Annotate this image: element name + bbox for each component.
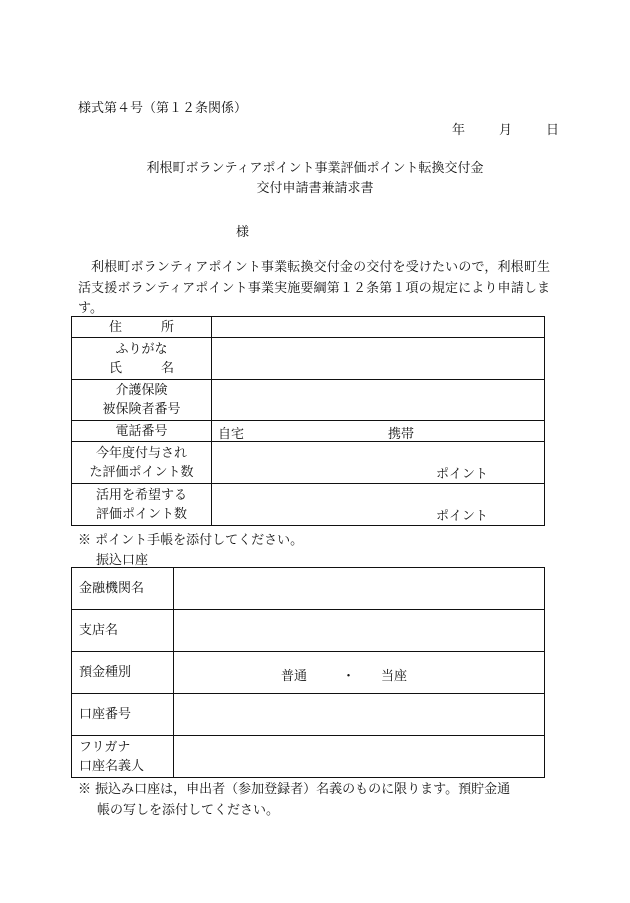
deposit-type-current[interactable]: 当座 xyxy=(381,669,408,684)
document-title xyxy=(0,159,630,199)
granted-point-unit: ポイント xyxy=(435,467,488,482)
desired-point-unit: ポイント xyxy=(435,509,488,524)
date-year: 年 xyxy=(452,123,466,138)
row-branch xyxy=(72,610,545,652)
date-day: 日 xyxy=(546,123,560,138)
phone-home-label: 自宅 xyxy=(218,427,245,442)
note-bank-line-2: 帳の写しを添付してください。 xyxy=(97,803,280,818)
row-address xyxy=(72,317,545,338)
bank-account-table xyxy=(71,567,545,778)
row-institution xyxy=(72,568,545,610)
account-number-label: 口座番号 xyxy=(72,694,174,736)
row-account-holder xyxy=(72,736,545,778)
institution-field[interactable] xyxy=(174,568,545,610)
desired-label-line-2: 評価ポイント数 xyxy=(95,506,187,522)
date-line xyxy=(452,119,559,138)
phone-mobile-label: 携帯 xyxy=(388,427,415,442)
desired-label-cell xyxy=(72,484,212,526)
row-account-number xyxy=(72,694,545,736)
name-label: 氏 名 xyxy=(108,360,174,376)
address-field[interactable] xyxy=(212,317,545,338)
addressee-suffix: 様 xyxy=(236,225,250,240)
row-desired-points xyxy=(72,484,545,526)
desired-points-field[interactable] xyxy=(212,484,545,526)
row-granted-points xyxy=(72,442,545,484)
note-bank-line-1: ※ 振込み口座は，申出者（参加登録者）名義のものに限ります。預貯金通 xyxy=(78,782,511,797)
name-field[interactable] xyxy=(212,338,545,380)
form-number: 様式第４号（第１２条関係） xyxy=(78,101,248,116)
phone-label: 電話番号 xyxy=(72,421,212,442)
granted-label-line-1: 今年度付与され xyxy=(95,445,187,461)
furigana-label: ふりがな xyxy=(115,341,168,357)
deposit-type-field xyxy=(174,652,545,694)
insured-label-cell xyxy=(72,380,212,421)
name-label-cell xyxy=(72,338,212,380)
row-phone xyxy=(72,421,545,442)
row-deposit-type xyxy=(72,652,545,694)
phone-field[interactable] xyxy=(212,421,545,442)
body-text: 利根町ボランティアポイント事業転換交付金の交付を受けたいので，利根町生活支援ボランティアポイント事業実施要綱第１２条第１項の規定により申請します。 xyxy=(78,260,550,316)
deposit-type-separator: ・ xyxy=(342,669,356,684)
row-insured-number xyxy=(72,380,545,421)
account-holder-label: 口座名義人 xyxy=(79,758,145,774)
institution-label: 金融機関名 xyxy=(72,568,174,610)
applicant-table xyxy=(71,316,545,526)
insured-label-line-1: 介護保険 xyxy=(115,383,168,398)
granted-label-line-2: た評価ポイント数 xyxy=(89,464,194,480)
insured-number-field[interactable] xyxy=(212,380,545,421)
granted-label-cell xyxy=(72,442,212,484)
kana-label: フリガナ xyxy=(79,739,131,755)
note-point-book: ※ ポイント手帳を添付してください。 xyxy=(78,533,304,548)
branch-label: 支店名 xyxy=(72,610,174,652)
title-line-2: 交付申請書兼請求書 xyxy=(256,181,374,196)
desired-label-line-1: 活用を希望する xyxy=(95,487,187,503)
branch-field[interactable] xyxy=(174,610,545,652)
account-number-field[interactable] xyxy=(174,694,545,736)
deposit-type-regular[interactable]: 普通 xyxy=(281,669,308,684)
title-line-1: 利根町ボランティアポイント事業評価ポイント転換交付金 xyxy=(146,161,484,176)
deposit-type-label: 預金種別 xyxy=(72,652,174,694)
address-label: 住 所 xyxy=(72,317,212,338)
granted-points-field[interactable] xyxy=(212,442,545,484)
note-bank-account xyxy=(78,779,510,821)
date-month: 月 xyxy=(499,123,513,138)
account-holder-label-cell xyxy=(72,736,174,778)
account-holder-field[interactable] xyxy=(174,736,545,778)
row-name xyxy=(72,338,545,380)
bank-heading: 振込口座 xyxy=(96,553,149,568)
insured-label-line-2: 被保険者番号 xyxy=(102,402,181,417)
